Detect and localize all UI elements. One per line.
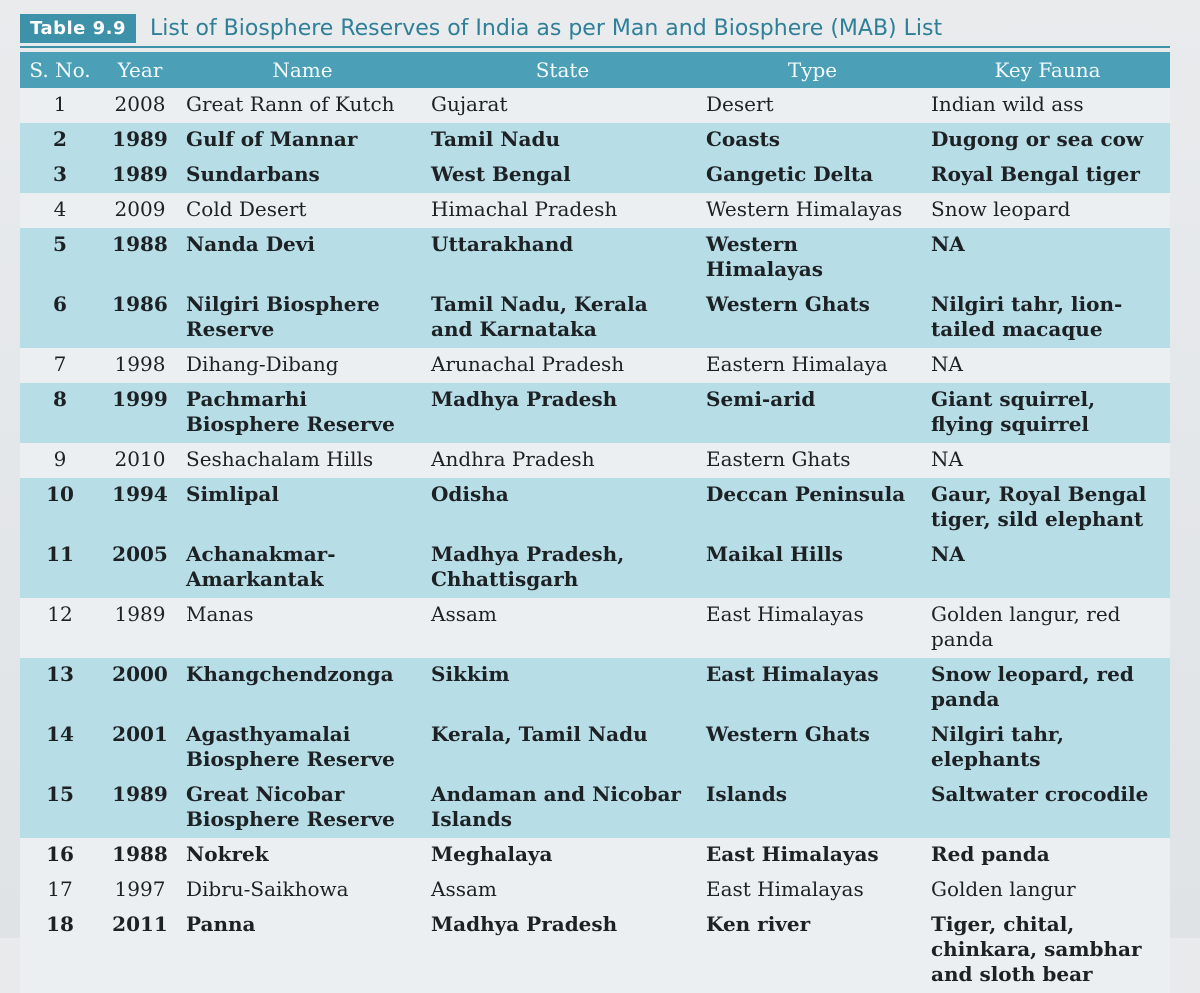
cell-name: Panna xyxy=(180,908,425,993)
cell-state: Arunachal Pradesh xyxy=(425,348,700,383)
cell-fauna: NA xyxy=(925,228,1170,288)
cell-type: Gangetic Delta xyxy=(700,158,925,193)
table-header-row xyxy=(20,52,1170,88)
cell-name: Pachmarhi Biosphere Reserve xyxy=(180,383,425,443)
cell-fauna: Snow leopard, red panda xyxy=(925,658,1170,718)
cell-state: Madhya Pradesh, Chhattisgarh xyxy=(425,538,700,598)
cell-fauna: Golden langur, red panda xyxy=(925,598,1170,658)
cell-name: Nilgiri Biosphere Reserve xyxy=(180,288,425,348)
cell-state: Assam xyxy=(425,873,700,908)
cell-year: 1988 xyxy=(100,838,180,873)
cell-year: 2009 xyxy=(100,193,180,228)
cell-name: Nokrek xyxy=(180,838,425,873)
cell-sno: 14 xyxy=(20,718,100,778)
cell-type: Coasts xyxy=(700,123,925,158)
cell-state: Meghalaya xyxy=(425,838,700,873)
table-row xyxy=(20,348,1170,383)
cell-type: East Himalayas xyxy=(700,658,925,718)
cell-type: East Himalayas xyxy=(700,838,925,873)
cell-type: Eastern Ghats xyxy=(700,443,925,478)
header-year: Year xyxy=(100,52,180,88)
table-caption xyxy=(20,14,942,42)
cell-year: 1988 xyxy=(100,228,180,288)
cell-sno: 16 xyxy=(20,838,100,873)
cell-state: Andaman and Nicobar Islands xyxy=(425,778,700,838)
cell-year: 2008 xyxy=(100,88,180,123)
cell-state: Himachal Pradesh xyxy=(425,193,700,228)
cell-sno: 8 xyxy=(20,383,100,443)
cell-state: Odisha xyxy=(425,478,700,538)
cell-sno: 1 xyxy=(20,88,100,123)
cell-type: Ken river xyxy=(700,908,925,993)
cell-sno: 12 xyxy=(20,598,100,658)
cell-name: Great Nicobar Biosphere Reserve xyxy=(180,778,425,838)
cell-fauna: Dugong or sea cow xyxy=(925,123,1170,158)
cell-year: 1989 xyxy=(100,598,180,658)
cell-state: Andhra Pradesh xyxy=(425,443,700,478)
cell-sno: 17 xyxy=(20,873,100,908)
cell-year: 1997 xyxy=(100,873,180,908)
cell-state: Madhya Pradesh xyxy=(425,383,700,443)
cell-sno: 9 xyxy=(20,443,100,478)
cell-type: East Himalayas xyxy=(700,598,925,658)
cell-name: Achanakmar-Amarkantak xyxy=(180,538,425,598)
cell-type: Islands xyxy=(700,778,925,838)
cell-fauna: Red panda xyxy=(925,838,1170,873)
table-row xyxy=(20,838,1170,873)
cell-sno: 5 xyxy=(20,228,100,288)
table-row xyxy=(20,778,1170,838)
cell-sno: 13 xyxy=(20,658,100,718)
cell-fauna: Gaur, Royal Bengal tiger, sild elephant xyxy=(925,478,1170,538)
cell-fauna: NA xyxy=(925,348,1170,383)
cell-year: 2000 xyxy=(100,658,180,718)
cell-state: Uttarakhand xyxy=(425,228,700,288)
cell-sno: 4 xyxy=(20,193,100,228)
cell-fauna: Tiger, chital, chinkara, sambhar and sloth bear xyxy=(925,908,1170,993)
cell-year: 2011 xyxy=(100,908,180,993)
table-row xyxy=(20,658,1170,718)
cell-sno: 18 xyxy=(20,908,100,993)
cell-type: Deccan Peninsula xyxy=(700,478,925,538)
cell-sno: 3 xyxy=(20,158,100,193)
cell-state: Gujarat xyxy=(425,88,700,123)
cell-type: Eastern Himalaya xyxy=(700,348,925,383)
cell-fauna: NA xyxy=(925,443,1170,478)
cell-state: Madhya Pradesh xyxy=(425,908,700,993)
cell-year: 1999 xyxy=(100,383,180,443)
cell-year: 2001 xyxy=(100,718,180,778)
cell-fauna: Giant squirrel, flying squirrel xyxy=(925,383,1170,443)
cell-year: 1994 xyxy=(100,478,180,538)
cell-type: Semi-arid xyxy=(700,383,925,443)
cell-year: 1989 xyxy=(100,123,180,158)
cell-year: 1986 xyxy=(100,288,180,348)
table-row xyxy=(20,228,1170,288)
cell-fauna: Saltwater crocodile xyxy=(925,778,1170,838)
cell-name: Manas xyxy=(180,598,425,658)
caption-divider xyxy=(20,46,1170,48)
cell-state: Assam xyxy=(425,598,700,658)
cell-state: Sikkim xyxy=(425,658,700,718)
table-row xyxy=(20,158,1170,193)
header-name: Name xyxy=(180,52,425,88)
cell-sno: 15 xyxy=(20,778,100,838)
cell-name: Dibru-Saikhowa xyxy=(180,873,425,908)
table-row xyxy=(20,443,1170,478)
cell-fauna: Royal Bengal tiger xyxy=(925,158,1170,193)
cell-fauna: Nilgiri tahr, elephants xyxy=(925,718,1170,778)
cell-fauna: NA xyxy=(925,538,1170,598)
header-key-fauna: Key Fauna xyxy=(925,52,1170,88)
cell-fauna: Nilgiri tahr, lion-tailed macaque xyxy=(925,288,1170,348)
table-row xyxy=(20,123,1170,158)
header-state: State xyxy=(425,52,700,88)
table-row xyxy=(20,88,1170,123)
cell-sno: 7 xyxy=(20,348,100,383)
cell-state: Tamil Nadu xyxy=(425,123,700,158)
table-number-label: Table 9.9 xyxy=(20,14,136,43)
cell-state: Tamil Nadu, Kerala and Karnataka xyxy=(425,288,700,348)
table-row xyxy=(20,718,1170,778)
cell-type: Western Ghats xyxy=(700,718,925,778)
table-row xyxy=(20,288,1170,348)
table-row xyxy=(20,908,1170,993)
cell-state: West Bengal xyxy=(425,158,700,193)
cell-name: Great Rann of Kutch xyxy=(180,88,425,123)
table-row xyxy=(20,538,1170,598)
cell-year: 1989 xyxy=(100,158,180,193)
cell-type: Maikal Hills xyxy=(700,538,925,598)
cell-name: Simlipal xyxy=(180,478,425,538)
cell-fauna: Snow leopard xyxy=(925,193,1170,228)
table-row xyxy=(20,478,1170,538)
cell-name: Cold Desert xyxy=(180,193,425,228)
cell-sno: 2 xyxy=(20,123,100,158)
cell-sno: 6 xyxy=(20,288,100,348)
table-row xyxy=(20,598,1170,658)
table-title: List of Biosphere Reserves of India as per Man and Biosphere (MAB) List xyxy=(150,15,943,41)
cell-name: Khangchendzonga xyxy=(180,658,425,718)
table-row xyxy=(20,193,1170,228)
cell-fauna: Golden langur xyxy=(925,873,1170,908)
biosphere-reserves-table xyxy=(20,52,1170,993)
cell-year: 1998 xyxy=(100,348,180,383)
cell-name: Dihang-Dibang xyxy=(180,348,425,383)
table-row xyxy=(20,873,1170,908)
cell-name: Sundarbans xyxy=(180,158,425,193)
cell-year: 1989 xyxy=(100,778,180,838)
cell-sno: 10 xyxy=(20,478,100,538)
cell-name: Seshachalam Hills xyxy=(180,443,425,478)
cell-name: Gulf of Mannar xyxy=(180,123,425,158)
cell-type: Desert xyxy=(700,88,925,123)
cell-fauna: Indian wild ass xyxy=(925,88,1170,123)
header-sno: S. No. xyxy=(20,52,100,88)
cell-type: East Himalayas xyxy=(700,873,925,908)
cell-type: Western Himalayas xyxy=(700,193,925,228)
cell-sno: 11 xyxy=(20,538,100,598)
cell-state: Kerala, Tamil Nadu xyxy=(425,718,700,778)
cell-name: Agasthyamalai Biosphere Reserve xyxy=(180,718,425,778)
cell-type: Western Himalayas xyxy=(700,228,925,288)
cell-year: 2005 xyxy=(100,538,180,598)
cell-year: 2010 xyxy=(100,443,180,478)
table-row xyxy=(20,383,1170,443)
cell-type: Western Ghats xyxy=(700,288,925,348)
header-type: Type xyxy=(700,52,925,88)
cell-name: Nanda Devi xyxy=(180,228,425,288)
